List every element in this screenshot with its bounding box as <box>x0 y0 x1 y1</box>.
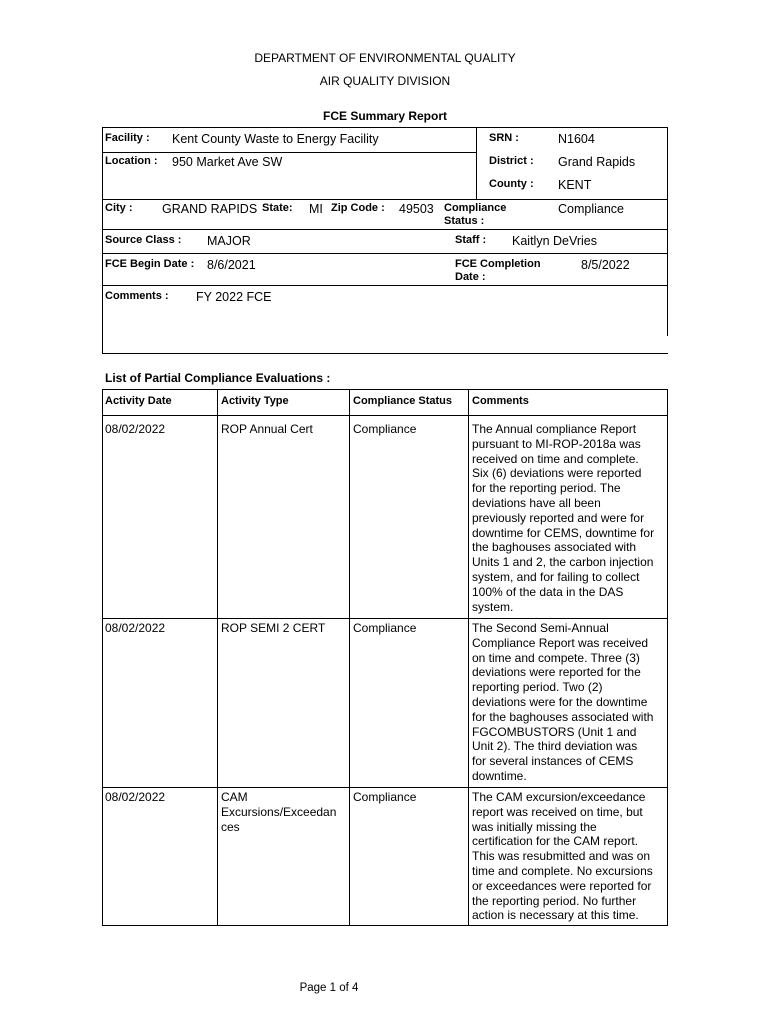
compliance-status-label: Compliance <box>444 202 507 214</box>
compliance-status-cell: Compliance <box>353 422 417 436</box>
comment-line: action is necessary at this time. <box>472 908 639 923</box>
facility-label: Facility : <box>105 132 150 144</box>
district-label: District : <box>489 155 534 167</box>
comment-line: Compliance Report was received <box>472 635 649 650</box>
city-label: City : <box>105 202 133 214</box>
comment-line: or exceedances were reported for <box>472 878 652 893</box>
comment-line: system. <box>472 599 514 614</box>
location-value: 950 Market Ave SW <box>172 155 283 169</box>
division-heading: AIR QUALITY DIVISION <box>319 74 451 88</box>
compliance-status-cell: Compliance <box>353 621 417 635</box>
staff-label: Staff : <box>455 234 487 246</box>
comment-line: on time and compete. Three (3) <box>472 650 640 665</box>
comment-line: the baghouses associated with <box>472 540 637 555</box>
comment-line: pursuant to MI-ROP-2018a was <box>472 436 641 451</box>
col-header-comments: Comments <box>472 395 529 407</box>
page-number: Page 1 of 4 <box>299 982 359 994</box>
comment-line: downtime for CEMS, downtime for <box>472 525 655 540</box>
location-label: Location : <box>105 155 158 167</box>
report-title: FCE Summary Report <box>322 109 448 123</box>
pce-section-title: List of Partial Compliance Evaluations : <box>105 371 331 385</box>
col-header-activity-date: Activity Date <box>105 395 172 407</box>
fce-begin-label: FCE Begin Date : <box>105 258 195 270</box>
fce-completion-value: 8/5/2022 <box>581 258 630 272</box>
comment-line: reporting period. Two (2) <box>472 680 603 695</box>
state-label: State: <box>262 202 293 214</box>
comment-line: time and complete. No excursions <box>472 863 653 878</box>
activity-type-cell <box>221 790 336 834</box>
activity-type-cell <box>221 422 313 437</box>
compliance-status-cell: Compliance <box>353 790 417 804</box>
activity-type-cell <box>221 621 325 636</box>
comment-line: certification for the CAM report. <box>472 834 639 849</box>
comment-line: for the baghouses associated with <box>472 709 654 724</box>
fce-completion-label: FCE Completion <box>455 258 541 270</box>
comment-line: for several instances of CEMS <box>472 754 634 769</box>
comments-value: FY 2022 FCE <box>196 290 272 304</box>
county-label: County : <box>489 178 534 190</box>
comment-line: Unit 2). The third deviation was <box>472 739 638 754</box>
comment-line: Units 1 and 2, the carbon injection <box>472 555 654 570</box>
zip-label: Zip Code : <box>331 202 385 214</box>
row-divider <box>102 787 668 788</box>
comment-line: FGCOMBUSTORS (Unit 1 and <box>472 724 637 739</box>
srn-value: N1604 <box>558 132 595 146</box>
comment-line: deviations have all been <box>472 495 601 510</box>
zip-value: 49503 <box>399 202 434 216</box>
facility-value: Kent County Waste to Energy Facility <box>172 132 379 146</box>
county-value: KENT <box>558 178 592 192</box>
comment-line: the reporting period. No further <box>472 893 637 908</box>
comment-line: previously reported and were for <box>472 510 645 525</box>
comment-line: system, and for failing to collect <box>472 569 640 584</box>
comment-line: 100% of the data in the DAS <box>472 584 624 599</box>
comment-line: The Annual compliance Report <box>472 422 637 436</box>
compliance-status-value: Compliance <box>558 202 625 216</box>
comment-line: received on time and complete. <box>472 451 639 466</box>
comment-line: for the reporting period. The <box>472 481 621 496</box>
srn-label: SRN : <box>489 132 519 144</box>
source-class-value: MAJOR <box>207 234 251 248</box>
activity-type-line: ROP SEMI 2 CERT <box>221 621 326 635</box>
comment-line: downtime. <box>472 768 527 783</box>
comments-cell <box>472 790 653 923</box>
activity-date-cell: 08/02/2022 <box>105 422 166 436</box>
city-value: GRAND RAPIDS <box>162 202 258 216</box>
activity-type-line: ROP Annual Cert <box>221 422 313 436</box>
fce-begin-value: 8/6/2021 <box>207 258 256 272</box>
comment-line: The Second Semi-Annual <box>472 621 609 635</box>
comment-line: report was received on time, but <box>472 804 643 819</box>
fce-completion-label-line2: Date : <box>455 271 486 283</box>
activity-date-cell: 08/02/2022 <box>105 790 166 804</box>
source-class-label: Source Class : <box>105 234 182 246</box>
comments-label: Comments : <box>105 290 169 302</box>
district-value: Grand Rapids <box>558 155 636 169</box>
comment-line: deviations were reported for the <box>472 665 641 680</box>
row-divider <box>102 618 668 619</box>
activity-date-cell: 08/02/2022 <box>105 621 166 635</box>
comments-cell <box>472 422 654 614</box>
staff-value: Kaitlyn DeVries <box>512 234 597 248</box>
state-value: MI <box>309 202 323 216</box>
comment-line: deviations were for the downtime <box>472 694 648 709</box>
activity-type-line: CAM <box>221 790 248 804</box>
comment-line: This was resubmitted and was on <box>472 849 651 864</box>
comment-line: was initially missing the <box>472 819 597 834</box>
comment-line: Six (6) deviations were reported <box>472 466 642 481</box>
activity-type-line: ces <box>221 819 240 834</box>
col-header-activity-type: Activity Type <box>221 395 289 407</box>
comments-cell <box>472 621 653 784</box>
department-heading: DEPARTMENT OF ENVIRONMENTAL QUALITY <box>254 51 516 65</box>
activity-type-line: Excursions/Exceedan <box>221 804 337 819</box>
comment-line: The CAM excursion/exceedance <box>472 790 646 804</box>
col-header-compliance-status: Compliance Status <box>353 395 453 407</box>
compliance-status-label-line2: Status : <box>444 215 485 227</box>
